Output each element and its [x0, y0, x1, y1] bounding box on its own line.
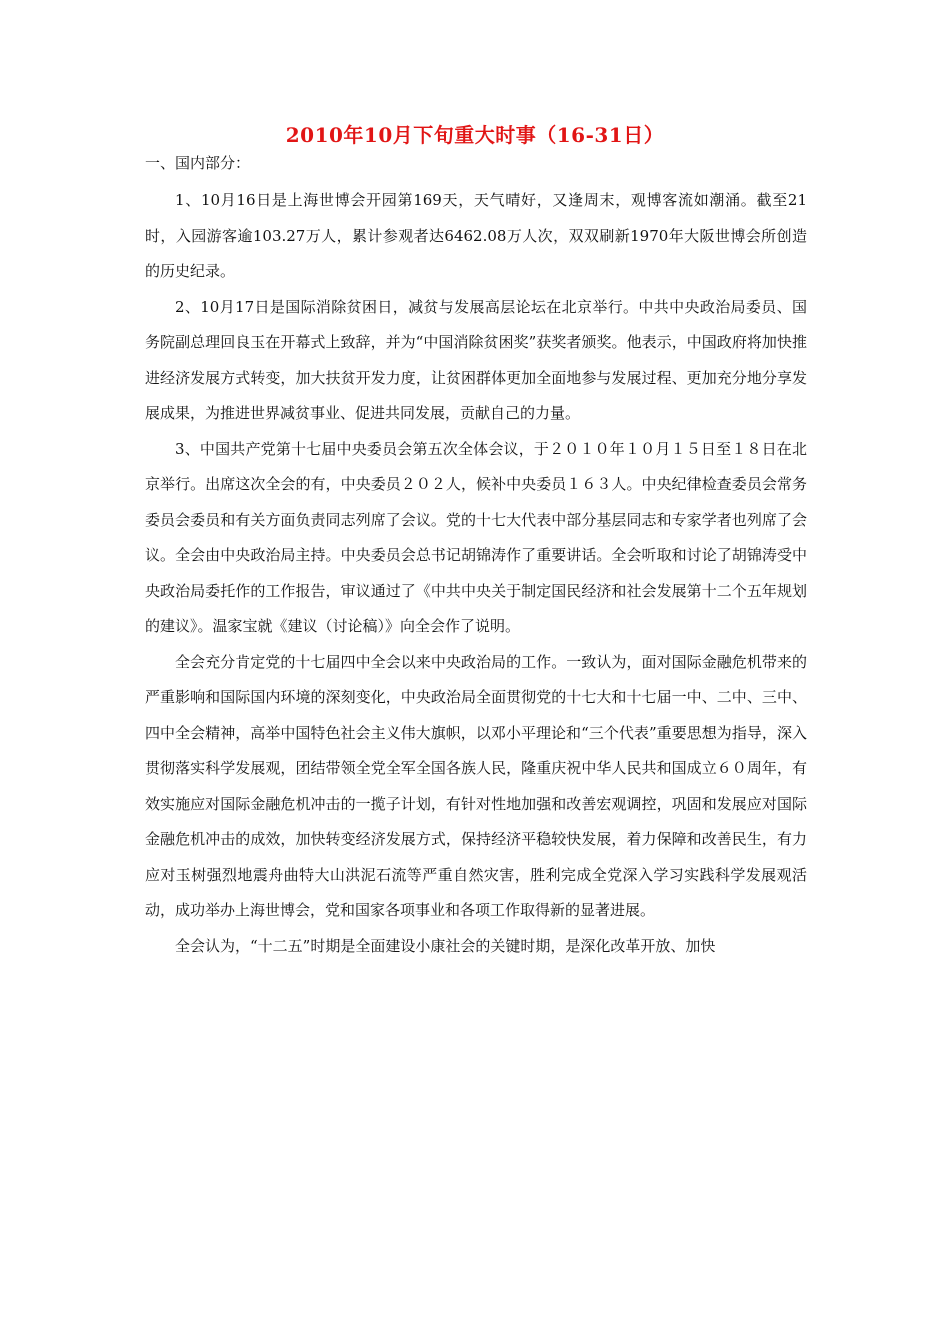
paragraph-item-2: 2、10月17日是国际消除贫困日，减贫与发展高层论坛在北京举行。中共中央政治局委员、国务院副总理回良玉在开幕式上致辞，并为“中国消除贫困奖”获奖者颁奖。他表示，中国政府将加快推进经济发展方式转变，加大扶贫开发力度，让贫困群体更加全面地参与发展过程、更加充分地分享发展成果，为推进世界减贫事业、促进共同发展，贡献自己的力量。 [145, 297, 807, 422]
paragraph-plenary-summary: 全会充分肯定党的十七届四中全会以来中央政治局的工作。一致认为，面对国际金融危机带来的严重影响和国际国内环境的深刻变化，中央政治局全面贯彻党的十七大和十七届一中、二中、三中、四中全会精神，高举中国特色社会主义伟大旗帜，以邓小平理论和“三个代表”重要思想为指导，深入贯彻落实科学发展观，团结带领全党全军全国各族人民，隆重庆祝中华人民共和国成立６０周年，有效实施应对国际金融危机冲击的一揽子计划，有针对性地加强和改善宏观调控，巩固和发展应对国际金融危机冲击的成效，加快转变经济发展方式，保持经济平稳较快发展，着力保障和改善民生，有力应对玉树强烈地震舟曲特大山洪泥石流等严重自然灾害，胜利完成全党深入学习实践科学发展观活动，成功举办上海世博会，党和国家各项事业和各项工作取得新的显著进展。 [145, 652, 807, 919]
document-body [145, 183, 807, 964]
paragraph-item-3: 3、中国共产党第十七届中央委员会第五次全体会议，于２０１０年１０月１５日至１８日在北京举行。出席这次全会的有，中央委员２０２人，候补中央委员１６３人。中央纪律检查委员会常务委员会委员和有关方面负责同志列席了会议。党的十七大代表中部分基层同志和专家学者也列席了会议。全会由中央政治局主持。中央委员会总书记胡锦涛作了重要讲话。全会听取和讨论了胡锦涛受中央政治局委托作的工作报告，审议通过了《中共中央关于制定国民经济和社会发展第十二个五年规划的建议》。温家宝就《建议（讨论稿）》向全会作了说明。 [145, 439, 807, 635]
section-heading: 一、国内部分： [145, 154, 251, 172]
paragraph-five-year-plan: 全会认为，“十二五”时期是全面建设小康社会的关键时期，是深化改革开放、加快 [175, 936, 716, 955]
paragraph-item-1: 1、10月16日是上海世博会开园第169天，天气晴好，又逢周末，观博客流如潮涌。截至21时，入园游客逾103.27万人，累计参观者达6462.08万人次，双双刷新1970年大阪世博会所创造的历史纪录。 [145, 191, 807, 280]
document-title: 2010年10月下旬重大时事（16-31日） [285, 123, 665, 147]
